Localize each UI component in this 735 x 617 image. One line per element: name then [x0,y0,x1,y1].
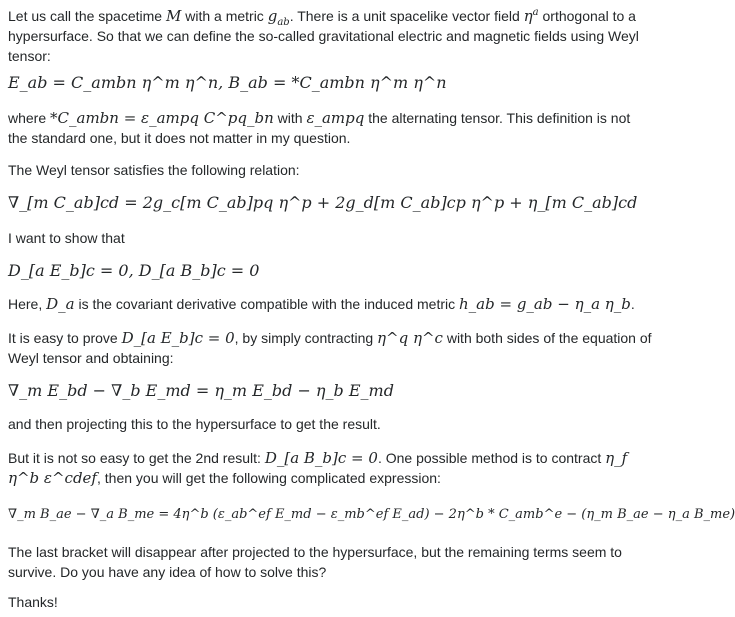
projection-paragraph: and then projecting this to the hypersurface to get the result. [8,416,381,432]
math-dual-weyl: *C_ambn = ε_ampq C^pq_bn [50,109,274,127]
math-eta-q-eta-c: η^q η^c [377,329,443,347]
math-D-B: D_[a B_b]c = 0 [264,449,378,467]
math-D-a: D_a [46,295,75,313]
remaining-terms-paragraph: The last bracket will disappear after projected to the hypersurface, but the remaining terms seem to survive. Do you have any idea of how to solve this? [8,544,622,580]
covariant-derivative-paragraph: Here, D_a is the covariant derivative compatible with the induced metric h_ab = g_ab − η_a η_b. [8,295,635,313]
math-alternating-tensor: ε_ampq [306,109,365,127]
thanks-line: Thanks! [8,594,58,610]
goal-intro: I want to show that [8,230,125,246]
second-result-paragraph: But it is not so easy to get the 2nd result: D_[a B_b]c = 0. One possible method is to contract η_f η^b ε^cdef, then you will get the following complicated expression: [8,449,628,487]
math-D-E: D_[a E_b]c = 0 [121,329,235,347]
math-eta-a: $\eta^a$ [523,7,539,25]
definition-paragraph: where *C_ambn = ε_ampq C^pq_bn with ε_ampq the alternating tensor. This definition is not the standard one, but it does not matter in my question. [8,109,631,146]
math-induced-metric: h_ab = g_ab − η_a η_b [459,295,631,313]
math-spacetime-M: M [165,7,182,25]
math-metric-g: $g_{ab}$ [267,7,290,28]
weyl-relation-intro: The Weyl tensor satisfies the following relation: [8,162,300,178]
equation-goal: D_[a E_b]c = 0, D_[a B_b]c = 0 [8,261,260,280]
equation-magnetic-derivative: ∇_m B_ae − ∇_a B_me = 4η^b (ε_ab^ef E_md − ε_mb^ef E_ad) − 2η^b * C_amb^e − (η_m B_ae − η_a B_me) [8,507,735,522]
equation-electric-magnetic-fields: E_ab = C_ambn η^m η^n, B_ab = *C_ambn η^m η^n [8,73,447,92]
intro-paragraph: Let us call the spacetime M with a metric $g_{ab}$. There is a unit spacelike vector field $\eta^a$ orthogonal to a hypersurface. So that we can define the so-called gravitational electric and magnetic fields using Weyl tensor: [8,7,639,64]
equation-electric-derivative: ∇_m E_bd − ∇_b E_md = η_m E_bd − η_b E_md [8,381,394,400]
math-contract-eta-epsilon: η_f η^b ε^cdef [8,449,628,487]
first-result-paragraph: It is easy to prove D_[a E_b]c = 0, by simply contracting η^q η^c with both sides of the equation of Weyl tensor and obtaining: [8,329,652,366]
equation-weyl-relation: ∇_[m C_ab]cd = 2g_c[m C_ab]pq η^p + 2g_d[m C_ab]cp η^p + η_[m C_ab]cd [8,193,638,212]
